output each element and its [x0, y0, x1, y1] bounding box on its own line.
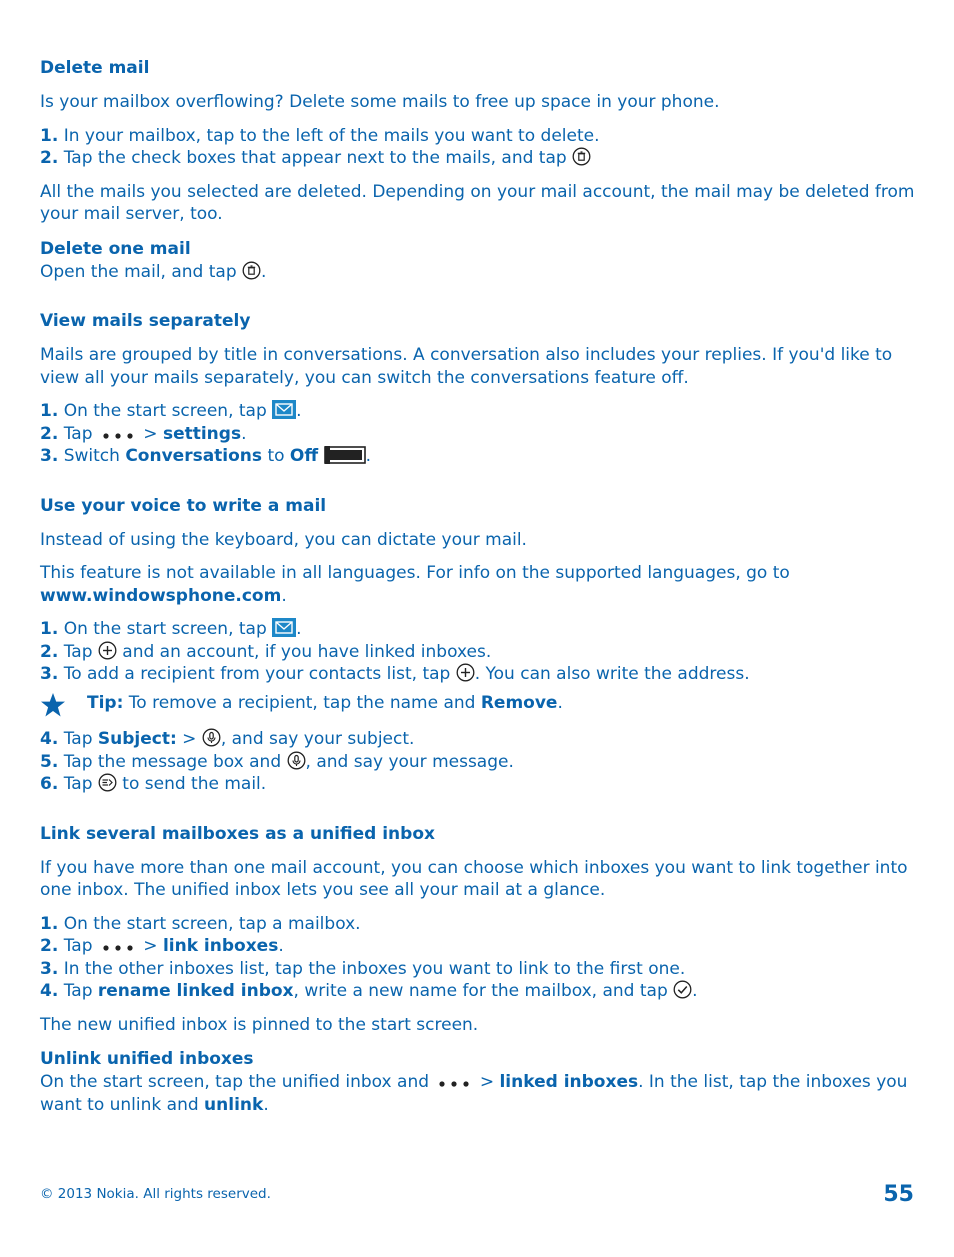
step-text: In the other inboxes list, tap the inboxes you want to link to the first one.: [63, 958, 686, 979]
text: .: [365, 446, 371, 466]
step-number: 2.: [40, 148, 59, 168]
step-number: 4.: [40, 981, 59, 1001]
text: and an account, if you have linked inboxes.: [122, 641, 492, 662]
step-text: On the start screen, tap: [63, 401, 267, 421]
subsection-title-unlink: Unlink unified inboxes: [40, 1049, 254, 1069]
text: .: [692, 981, 698, 1001]
step-5: [40, 751, 920, 774]
paragraph: Is your mailbox overflowing? Delete some mails to free up space in your phone.: [40, 92, 720, 112]
step-2: [40, 641, 920, 664]
action-remove: Remove: [480, 692, 558, 713]
text: .: [263, 1094, 269, 1115]
step-text: Switch: [63, 446, 120, 466]
step-4: [40, 728, 920, 751]
text: , write a new name for the mailbox, and tap: [293, 981, 668, 1001]
step-text: Tap: [63, 729, 93, 749]
copyright: © 2013 Nokia. All rights reserved.: [40, 1186, 271, 1202]
text: to send the mail.: [122, 774, 267, 794]
step-1: [40, 400, 920, 423]
delete-icon: [242, 261, 261, 280]
text: .: [278, 936, 284, 956]
step-number: 2.: [40, 423, 59, 444]
paragraph: [40, 1071, 920, 1116]
section-title-view-mails-separately: View mails separately: [40, 311, 251, 331]
step-2: [40, 935, 920, 958]
add-icon: [98, 641, 117, 660]
text: , and say your message.: [305, 751, 514, 772]
step-number: 3.: [40, 664, 59, 684]
step-number: 3.: [40, 446, 59, 466]
text: .: [557, 692, 563, 713]
setting-conversations: Conversations: [125, 446, 263, 466]
tip: [40, 692, 920, 715]
step-text: Tap: [63, 936, 93, 956]
text: >: [182, 729, 197, 749]
paragraph: The new unified inbox is pinned to the start screen.: [40, 1014, 479, 1035]
text: . In the list, tap the inboxes you want to unlink and: [40, 1072, 908, 1115]
page-number: 55: [883, 1182, 914, 1207]
step-6: [40, 773, 920, 796]
paragraph: If you have more than one mail account, you can choose which inboxes you want to link together into one inbox. The unified inbox lets you see all your mail at a glance.: [40, 857, 908, 900]
paragraph: Instead of using the keyboard, you can dictate your mail.: [40, 529, 527, 550]
star-icon: [40, 692, 66, 718]
step-1: [40, 618, 920, 641]
section-title-link-mailboxes: Link several mailboxes as a unified inbox: [40, 823, 435, 844]
text: >: [143, 936, 158, 956]
step-number: 3.: [40, 958, 59, 979]
step-text: Tap the message box and: [63, 751, 282, 772]
step-number: 6.: [40, 774, 59, 794]
step-number: 1.: [40, 913, 59, 934]
more-icon: [98, 428, 138, 442]
tip-label: Tip:: [87, 692, 124, 713]
text: .: [296, 619, 302, 639]
step-number: 4.: [40, 729, 59, 749]
text: , and say your subject.: [220, 729, 415, 749]
step-3: [40, 958, 920, 981]
step-3: [40, 445, 920, 468]
more-icon: [434, 1076, 474, 1090]
step-text: In your mailbox, tap to the left of the mails you want to delete.: [63, 125, 600, 146]
step-1: [40, 913, 920, 936]
step-number: 5.: [40, 751, 59, 772]
step-number: 2.: [40, 936, 59, 956]
paragraph: All the mails you selected are deleted. Depending on your mail account, the mail may be deleted from your mail server, too.: [40, 181, 915, 224]
microphone-icon: [202, 728, 221, 747]
action-unlink: unlink: [204, 1094, 264, 1115]
step-text: Tap the check boxes that appear next to the mails, and tap: [63, 148, 567, 168]
step-text: Tap: [63, 774, 93, 794]
text: .: [296, 401, 302, 421]
text: >: [143, 423, 158, 444]
step-text: To add a recipient from your contacts list, tap: [63, 664, 451, 684]
delete-icon: [572, 147, 591, 166]
step-2: [40, 423, 920, 446]
menu-item-link-inboxes: link inboxes: [162, 936, 279, 956]
paragraph: Mails are grouped by title in conversations. A conversation also includes your replies. If you'd like to view all your mails separately, you can switch the conversations feature off.: [40, 345, 893, 388]
step-number: 1.: [40, 401, 59, 421]
step-3: [40, 663, 920, 686]
step-text: On the start screen, tap a mailbox.: [63, 913, 361, 934]
menu-item-settings: settings: [162, 423, 242, 444]
text: . You can also write the address.: [474, 664, 750, 684]
text: .: [281, 585, 287, 606]
step-text: Tap: [63, 981, 93, 1001]
subsection-title-delete-one-mail: Delete one mail: [40, 238, 191, 259]
step-text: Tap: [63, 641, 93, 662]
text: This feature is not available in all languages. For info on the supported languages, go to: [40, 563, 790, 583]
mail-icon: [272, 400, 296, 419]
microphone-icon: [287, 751, 306, 770]
text: On the start screen, tap the unified inbox and: [40, 1072, 430, 1092]
text: .: [261, 261, 267, 282]
send-icon: [98, 773, 117, 792]
setting-off: Off: [289, 446, 319, 466]
paragraph: [40, 562, 920, 607]
link-windowsphone[interactable]: www.windowsphone.com: [40, 585, 282, 606]
step-4: [40, 980, 920, 1003]
more-icon: [98, 940, 138, 954]
toggle-off-icon: [324, 446, 366, 464]
add-icon: [456, 663, 475, 682]
section-title-delete-mail: Delete mail: [40, 58, 150, 78]
step-2: [40, 147, 920, 170]
check-icon: [673, 980, 692, 999]
step-number: 2.: [40, 641, 59, 662]
field-subject: Subject:: [97, 729, 177, 749]
text: to: [267, 446, 285, 466]
step-text: Tap: [63, 423, 93, 444]
paragraph: [40, 261, 920, 284]
mail-icon: [272, 618, 296, 637]
text: .: [241, 423, 247, 444]
menu-item-linked-inboxes: linked inboxes: [499, 1072, 639, 1092]
text: To remove a recipient, tap the name and: [128, 692, 476, 713]
text: >: [479, 1072, 495, 1092]
step-number: 1.: [40, 619, 59, 639]
step-number: 1.: [40, 125, 59, 146]
section-title-use-voice: Use your voice to write a mail: [40, 495, 327, 516]
action-rename-linked-inbox: rename linked inbox: [97, 981, 294, 1001]
text: Open the mail, and tap: [40, 261, 237, 282]
step-text: On the start screen, tap: [63, 619, 267, 639]
page-content: [40, 56, 920, 1116]
step-1: [40, 125, 920, 148]
